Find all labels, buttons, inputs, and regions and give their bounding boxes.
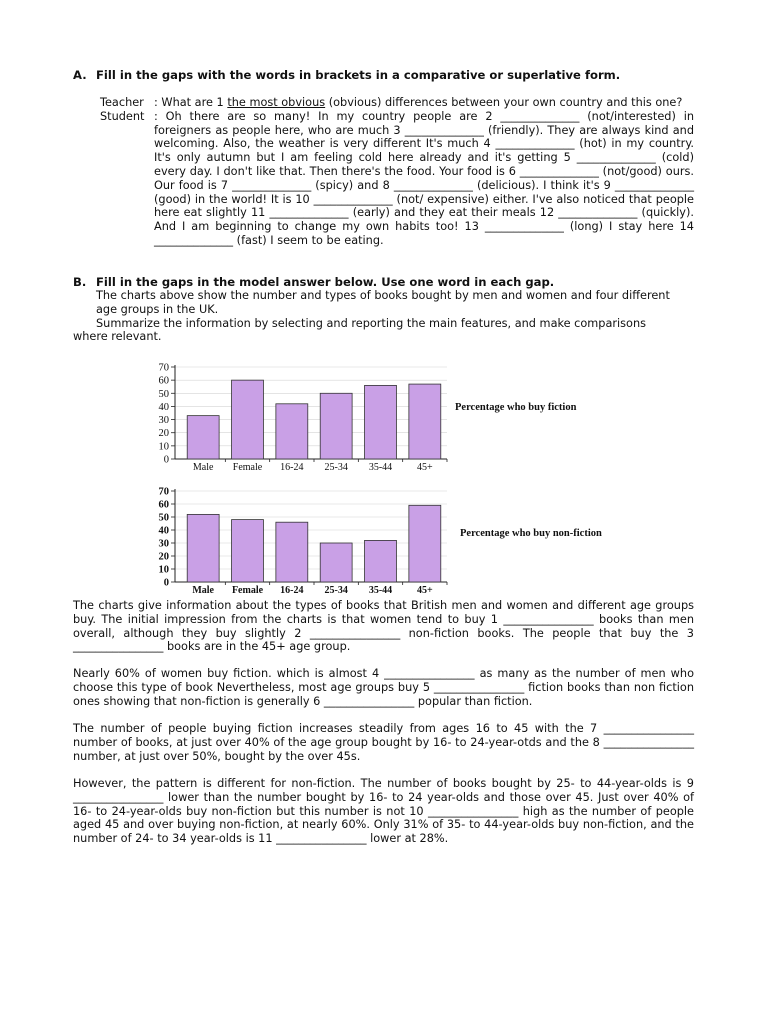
dialogue (100, 96, 694, 248)
x-tick-label: Female (232, 462, 263, 473)
task-prompt-2: Summarize the information by selecting and reporting the main features, and make comparisons (96, 317, 647, 330)
teacher-text-pre: : What are 1 (154, 96, 228, 109)
answer-paragraph-3: The number of people buying fiction increases steadily from ages 16 to 45 with the 7 ________________ number of books, at just over 40% of the age group bought by 16- to 24-year-otds and the 8 ________________ number, at just over 50%, bought by the over 45s. (73, 722, 694, 763)
bar-25-34 (320, 543, 352, 582)
y-tick-label: 30 (158, 415, 169, 427)
section-b-heading (73, 275, 554, 289)
x-tick-label: 45+ (417, 462, 433, 473)
student-text: : Oh there are so many! In my country people are 2 ______________ (not/interested) in foreigners as people here, who are much 3 ______________ (friendly). They are always kind and welcoming. Also, the weather is very different It's much 4 ______________ (hot) in my country. It's only autumn but I am feeling cold here already and it's getting 5 ______________ (cold) every day. I don't like that. Then there's the food. Your food is 6 ______________ (not/good) ours. Our food is 7 ______________ (spicy) and 8 ______________ (delicious). I think it's 9 ______________ (good) in the world! It is 10 ______________ (not/ expensive) either. I've also noticed that people here eat slightly 11 ______________ (early) and they eat their meals 12 ______________ (quickly). And I am beginning to change my own habits too! 13 ______________ (long) I stay here 14 ______________ (fast) I seem to be eating. (154, 109, 694, 247)
x-tick-label: Male (192, 462, 214, 473)
student-label: Student (100, 109, 145, 123)
fiction-bar-chart (150, 360, 630, 476)
y-tick-label: 10 (158, 441, 169, 453)
y-tick-label: 20 (158, 428, 169, 440)
section-b-title: Fill in the gaps in the model answer below. Use one word in each gap. (96, 275, 555, 289)
y-tick-label: 40 (158, 525, 169, 537)
bar-female (232, 520, 264, 582)
bar-25-34 (320, 393, 352, 459)
non-fiction-bar-chart (150, 484, 630, 598)
y-tick-label: 60 (158, 375, 169, 387)
bar-35-44 (365, 385, 397, 459)
bar-16-24 (276, 522, 308, 582)
section-a-number: A. (73, 68, 87, 82)
x-tick-label: 16-24 (280, 585, 304, 596)
y-tick-label: 50 (158, 388, 169, 400)
x-tick-label: 25-34 (324, 462, 348, 473)
x-tick-label: 16-24 (280, 462, 304, 473)
x-tick-label: Female (231, 585, 264, 596)
bar-male (187, 416, 219, 459)
y-tick-label: 50 (158, 512, 169, 524)
y-tick-label: 30 (158, 538, 169, 550)
x-tick-label: 35-44 (368, 462, 393, 473)
answer-paragraph-4: However, the pattern is different for non-fiction. The number of books bought by 25- to 44-year-olds is 9 ________________ lower than the number bought by 16- to 24 year-olds and those over 45. Just over 40% of 16- to 24-year-olds buy non-fiction but this number is not 10 ________________ high as the number of people aged 45 and over buying non-fiction, at nearly 60%. Only 31% of 35- to 44-year-olds buy non-fiction, and the number of 24- to 34 year-olds is 11 ________________ lower at 28%. (73, 777, 694, 846)
y-tick-label: 70 (158, 362, 169, 374)
chart-title: Percentage who buy non-fiction (460, 528, 602, 539)
x-tick-label: 25-34 (324, 585, 348, 596)
x-tick-label: 35-44 (368, 585, 393, 596)
section-b-number: B. (73, 275, 87, 289)
y-tick-label: 20 (158, 551, 169, 563)
section-a-heading (73, 68, 620, 82)
y-tick-label: 10 (158, 564, 169, 576)
x-tick-label: 45+ (416, 585, 433, 596)
bar-16-24 (276, 404, 308, 459)
y-tick-label: 0 (163, 577, 169, 589)
teacher-text (154, 96, 694, 110)
y-tick-label: 0 (163, 454, 169, 466)
bar-45- (409, 505, 441, 582)
teacher-example-answer: the most obvious (227, 96, 326, 109)
chart-title: Percentage who buy fiction (455, 402, 577, 413)
bar-male (187, 514, 219, 582)
y-tick-label: 60 (158, 499, 169, 511)
teacher-label: Teacher (100, 96, 144, 109)
teacher-line (100, 96, 694, 110)
answer-paragraph-1: The charts give information about the types of books that British men and women and different age groups buy. The initial impression from the charts is that women tend to buy 1 ________________ books than men overall, although they buy slightly 2 ________________ non-fiction books. The people that buy the 3 ________________ books are in the 45+ age group. (73, 599, 694, 654)
bar-female (232, 380, 264, 459)
y-tick-label: 70 (158, 486, 169, 498)
student-line (100, 110, 694, 248)
x-tick-label: Male (192, 585, 214, 596)
section-a-title: Fill in the gaps with the words in brackets in a comparative or superlative form. (96, 68, 621, 82)
bar-45- (409, 384, 441, 459)
teacher-text-post: (obvious) differences between your own country and this one? (325, 96, 683, 109)
task-prompt-1: The charts above show the number and types of books bought by men and women and four different age groups in the UK. (96, 289, 670, 316)
y-tick-label: 40 (158, 401, 169, 413)
bar-35-44 (365, 540, 397, 582)
task-prompt-3: where relevant. (73, 330, 162, 343)
answer-paragraph-2: Nearly 60% of women buy fiction. which is almost 4 ________________ as many as the number of men who choose this type of book Nevertheless, most age groups buy 5 ________________ fiction books than non fiction ones showing that non-fiction is generally 6 ________________ popular than fiction. (73, 667, 694, 708)
